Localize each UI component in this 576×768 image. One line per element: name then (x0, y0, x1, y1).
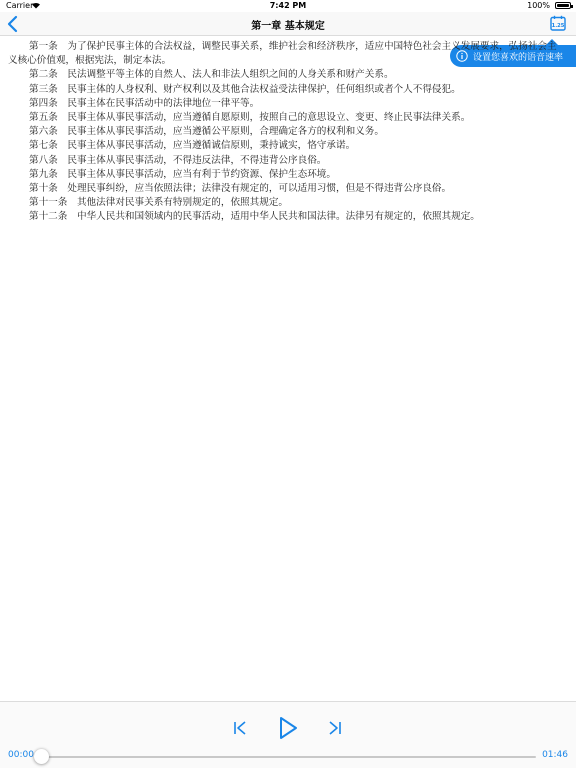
article-paragraph: 第四条 民事主体在民事活动中的法律地位一律平等。 (29, 97, 260, 109)
article-paragraph: 第十条 处理民事纠纷，应当依照法律；法律没有规定的，可以适用习惯，但是不得违背公序良俗。 (29, 183, 452, 195)
tooltip-text: 设置您喜欢的语音速率 (473, 53, 564, 63)
status-bar (0, 0, 576, 12)
article-paragraph: 第七条 民事主体从事民事活动，应当遵循诚信原则，秉持诚实，恪守承诺。 (29, 140, 356, 152)
current-time: 00:00 (8, 750, 34, 760)
playback-speed-icon[interactable] (550, 15, 566, 31)
skip-next-icon[interactable] (327, 719, 343, 737)
article-paragraph: 第十二条 中华人民共和国领域内的民事活动，适用中华人民共和国法律。法律另有规定的，依照其规定。 (29, 211, 480, 223)
article-paragraph: 第九条 民事主体从事民事活动，应当有利于节约资源、保护生态环境。 (29, 168, 336, 180)
progress-slider[interactable] (40, 756, 536, 758)
navigation-bar (0, 12, 576, 36)
page-title: 第一章 基本规定 (251, 21, 325, 32)
article-paragraph: 第三条 民事主体的人身权利、财产权利以及其他合法权益受法律保护，任何组织或者个人不得侵犯。 (29, 83, 461, 95)
carrier-label: Carrier (6, 1, 34, 10)
progress-thumb[interactable] (34, 749, 49, 764)
status-time: 7:42 PM (269, 1, 307, 10)
article-paragraph: 第十一条 其他法律对民事关系有特别规定的，依照其规定。 (29, 197, 289, 209)
speed-value: 1.25 (551, 23, 565, 30)
article-content (8, 40, 564, 225)
skip-previous-icon[interactable] (232, 719, 248, 737)
battery-percentage: 100% (527, 1, 550, 10)
article-paragraph: 第二条 民法调整平等主体的自然人、法人和非法人组织之间的人身关系和财产关系。 (29, 69, 394, 81)
article-paragraph: 第八条 民事主体从事民事活动，不得违反法律，不得违背公序良俗。 (29, 154, 327, 166)
total-time: 01:46 (542, 750, 568, 760)
audio-player (0, 701, 576, 768)
play-icon[interactable] (277, 715, 299, 741)
battery-icon (555, 2, 571, 9)
article-paragraph: 第一条 为了保护民事主体的合法权益，调整民事关系，维护社会和经济秩序，适应中国特色社会主义发展要求，弘扬社会主义核心价值观，根据宪法，制定本法。 (8, 41, 557, 67)
article-paragraph: 第五条 民事主体从事民事活动，应当遵循自愿原则，按照自己的意思设立、变更、终止民事法律关系。 (29, 112, 471, 124)
article-paragraph: 第六条 民事主体从事民事活动，应当遵循公平原则，合理确定各方的权利和义务。 (29, 126, 384, 138)
